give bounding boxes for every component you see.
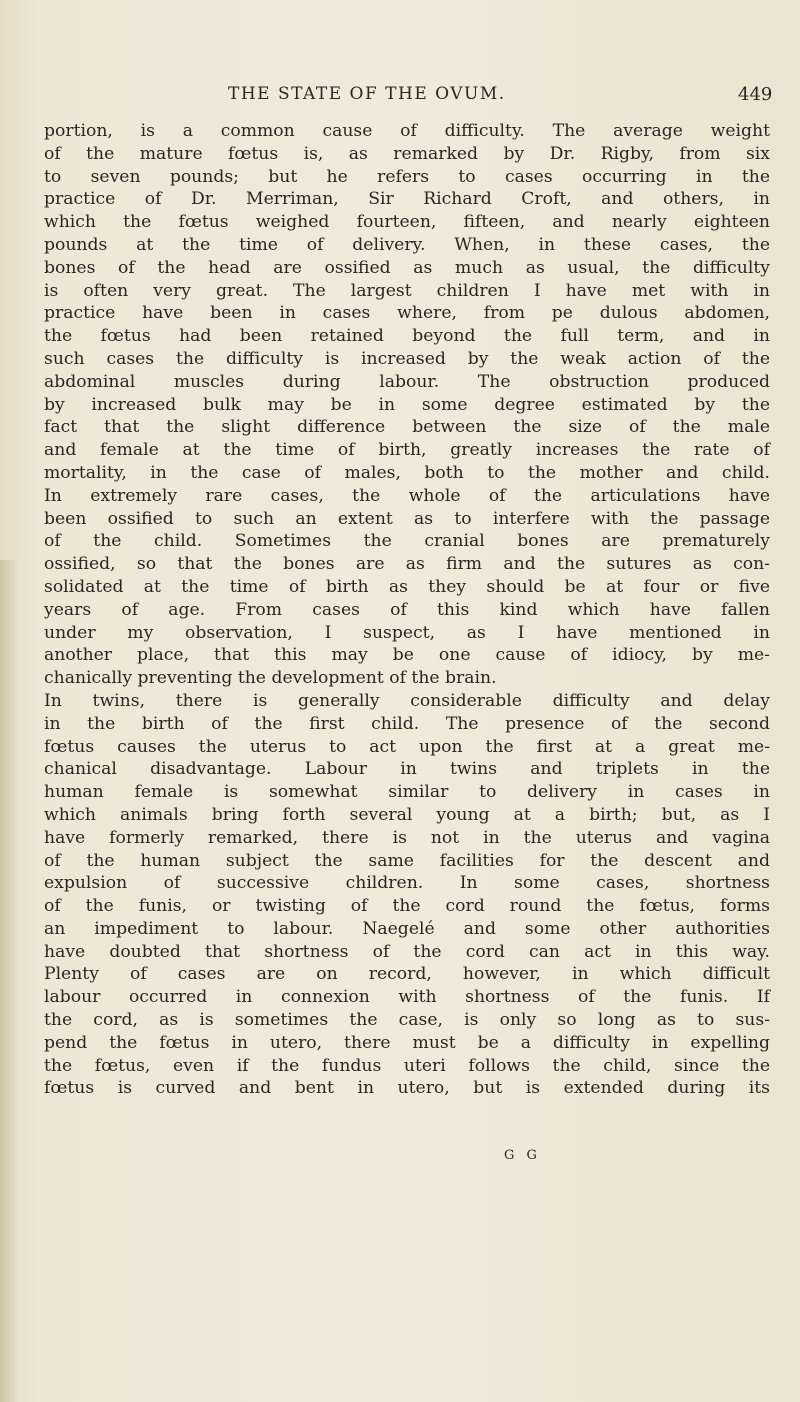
text-line: in the birth of the first child. The presence of the second [44,713,770,734]
text-line: solidated at the time of birth as they should be at four or five [44,576,770,597]
text-line: expulsion of successive children. In some cases, shortness [44,873,770,894]
text-line: such cases the difficulty is increased by the weak action of the [44,348,770,369]
binding-shadow [0,560,18,1402]
text-line: years of age. From cases of this kind which have fallen [44,599,770,620]
text-line: human female is somewhat similar to delivery in cases in [44,782,770,803]
text-line: pend the fœtus in utero, there must be a difficulty in expelling [44,1032,770,1053]
text-line: the fœtus had been retained beyond the full term, and in [44,326,770,347]
text-line: of the funis, or twisting of the cord round the fœtus, forms [44,896,770,917]
text-line: the cord, as is sometimes the case, is only so long as to sus- [44,1010,770,1031]
text-line: pounds at the time of delivery. When, in these cases, the [44,234,770,255]
text-line: portion, is a common cause of difficulty. The average weight [44,121,770,141]
text-line: of the child. Sometimes the cranial bones are prematurely [44,531,770,552]
text-line: is often very great. The largest children I have met with in [44,280,770,301]
text-line: In extremely rare cases, the whole of the articulations have [44,485,770,506]
text-line: been ossified to such an extent as to interfere with the passage [44,508,770,529]
text-line: by increased bulk may be in some degree estimated by the [44,394,770,415]
text-line: labour occurred in connexion with shortness of the funis. If [44,987,770,1008]
running-head [0,84,800,110]
text-line: chanical disadvantage. Labour in twins and triplets in the [44,759,770,780]
text-line: another place, that this may be one cause of idiocy, by me- [44,645,770,666]
text-line: chanically preventing the development of the brain. [44,668,497,689]
text-line: In twins, there is generally considerable difficulty and delay [44,690,770,711]
text-line: bones of the head are ossified as much as usual, the difficulty [44,257,770,278]
text-line: to seven pounds; but he refers to cases occurring in the [44,166,770,187]
text-line: which the fœtus weighed fourteen, fifteen, and nearly eighteen [44,212,770,233]
text-line: abdominal muscles during labour. The obstruction produced [44,371,770,392]
text-line: fact that the slight difference between the size of the male [44,417,770,438]
signature-mark: G G [504,1148,541,1163]
text-line: Plenty of cases are on record, however, in which difficult [44,964,770,985]
text-line: fœtus causes the uterus to act upon the first at a great me- [44,736,770,757]
text-line: and female at the time of birth, greatly increases the rate of [44,440,770,461]
body-text [44,120,770,1100]
text-line: of the human subject the same facilities for the descent and [44,850,770,871]
text-line: fœtus is curved and bent in utero, but is extended during its [44,1078,770,1099]
text-line: an impediment to labour. Naegelé and some other authorities [44,918,770,939]
text-line: mortality, in the case of males, both to the mother and child. [44,462,770,483]
text-line: the fœtus, even if the fundus uteri follows the child, since the [44,1055,770,1076]
text-line: of the mature fœtus is, as remarked by Dr. Rigby, from six [44,143,770,164]
text-line: have doubted that shortness of the cord can act in this way. [44,941,770,962]
text-line: which animals bring forth several young at a birth; but, as I [44,804,770,825]
running-title: THE STATE OF THE OVUM. [228,84,506,104]
text-line: ossified, so that the bones are as firm and the sutures as con- [44,554,770,575]
text-line: under my observation, I suspect, as I have mentioned in [44,622,770,643]
text-line: have formerly remarked, there is not in the uterus and vagina [44,827,770,848]
page-number: 449 [738,84,773,105]
text-line: practice have been in cases where, from pe dulous abdomen, [44,303,770,324]
text-line: practice of Dr. Merriman, Sir Richard Croft, and others, in [44,189,770,210]
